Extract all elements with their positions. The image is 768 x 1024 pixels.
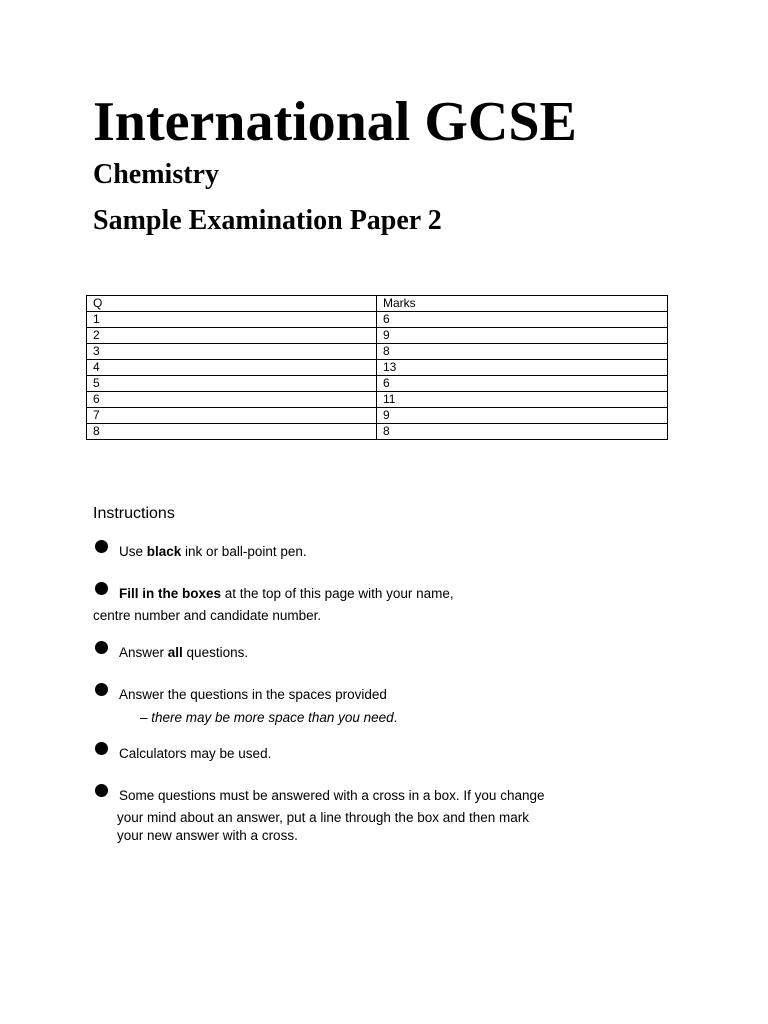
instruction-6-continued: your new answer with a cross. <box>117 828 298 843</box>
table-row <box>87 408 668 424</box>
bullet-icon <box>95 540 108 553</box>
marks-cell: 8 <box>377 424 668 440</box>
instruction-5: Calculators may be used. <box>119 746 272 761</box>
paper-heading: Sample Examination Paper 2 <box>93 205 442 236</box>
table-row <box>87 424 668 440</box>
question-cell: 5 <box>87 376 377 392</box>
marks-cell: 6 <box>377 376 668 392</box>
table-header-marks: Marks <box>377 296 668 312</box>
table-row <box>87 376 668 392</box>
instruction-3 <box>119 644 248 662</box>
table-header-row <box>87 296 668 312</box>
instruction-6: Some questions must be answered with a cross in a box. If you change <box>119 788 545 803</box>
instruction-italic: there may be more space than you need <box>151 710 394 725</box>
instruction-text: at the top of this page with your name, <box>221 586 454 601</box>
bullet-icon <box>95 683 108 696</box>
question-cell: 8 <box>87 424 377 440</box>
instruction-text: – <box>140 710 152 725</box>
instruction-emphasis: black <box>146 544 182 559</box>
instruction-text: ink or ball-point pen. <box>181 544 307 559</box>
instruction-emphasis: Fill in the boxes <box>119 586 222 601</box>
instruction-text: . <box>393 710 398 725</box>
question-cell: 6 <box>87 392 377 408</box>
marks-cell: 6 <box>377 312 668 328</box>
table-row <box>87 392 668 408</box>
instruction-4: Answer the questions in the spaces provided <box>119 687 387 702</box>
instruction-text: questions. <box>182 645 249 660</box>
instruction-2-continued: centre number and candidate number. <box>93 608 322 623</box>
bullet-icon <box>95 742 108 755</box>
bullet-icon <box>95 582 108 595</box>
marks-cell: 11 <box>377 392 668 408</box>
marks-cell: 13 <box>377 360 668 376</box>
bullet-icon <box>95 784 108 797</box>
bullet-icon <box>95 641 108 654</box>
instruction-6-continued: your mind about an answer, put a line through the box and then mark <box>117 810 530 825</box>
instruction-1 <box>119 543 307 561</box>
instruction-text: Answer <box>119 645 168 660</box>
table-header-q: Q <box>87 296 377 312</box>
question-cell: 3 <box>87 344 377 360</box>
instruction-2 <box>119 585 454 603</box>
question-cell: 7 <box>87 408 377 424</box>
marks-cell: 9 <box>377 328 668 344</box>
table-row <box>87 328 668 344</box>
instruction-text: Use <box>119 544 147 559</box>
question-cell: 4 <box>87 360 377 376</box>
instruction-4-continued <box>140 709 397 727</box>
marks-table <box>86 295 668 440</box>
instructions-heading: Instructions <box>93 505 175 522</box>
question-cell: 1 <box>87 312 377 328</box>
marks-cell: 9 <box>377 408 668 424</box>
table-row <box>87 360 668 376</box>
document-title: International GCSE <box>93 91 577 153</box>
table-row <box>87 344 668 360</box>
question-cell: 2 <box>87 328 377 344</box>
instruction-emphasis: all <box>167 645 183 660</box>
subject-heading: Chemistry <box>93 159 219 190</box>
marks-cell: 8 <box>377 344 668 360</box>
table-row <box>87 312 668 328</box>
